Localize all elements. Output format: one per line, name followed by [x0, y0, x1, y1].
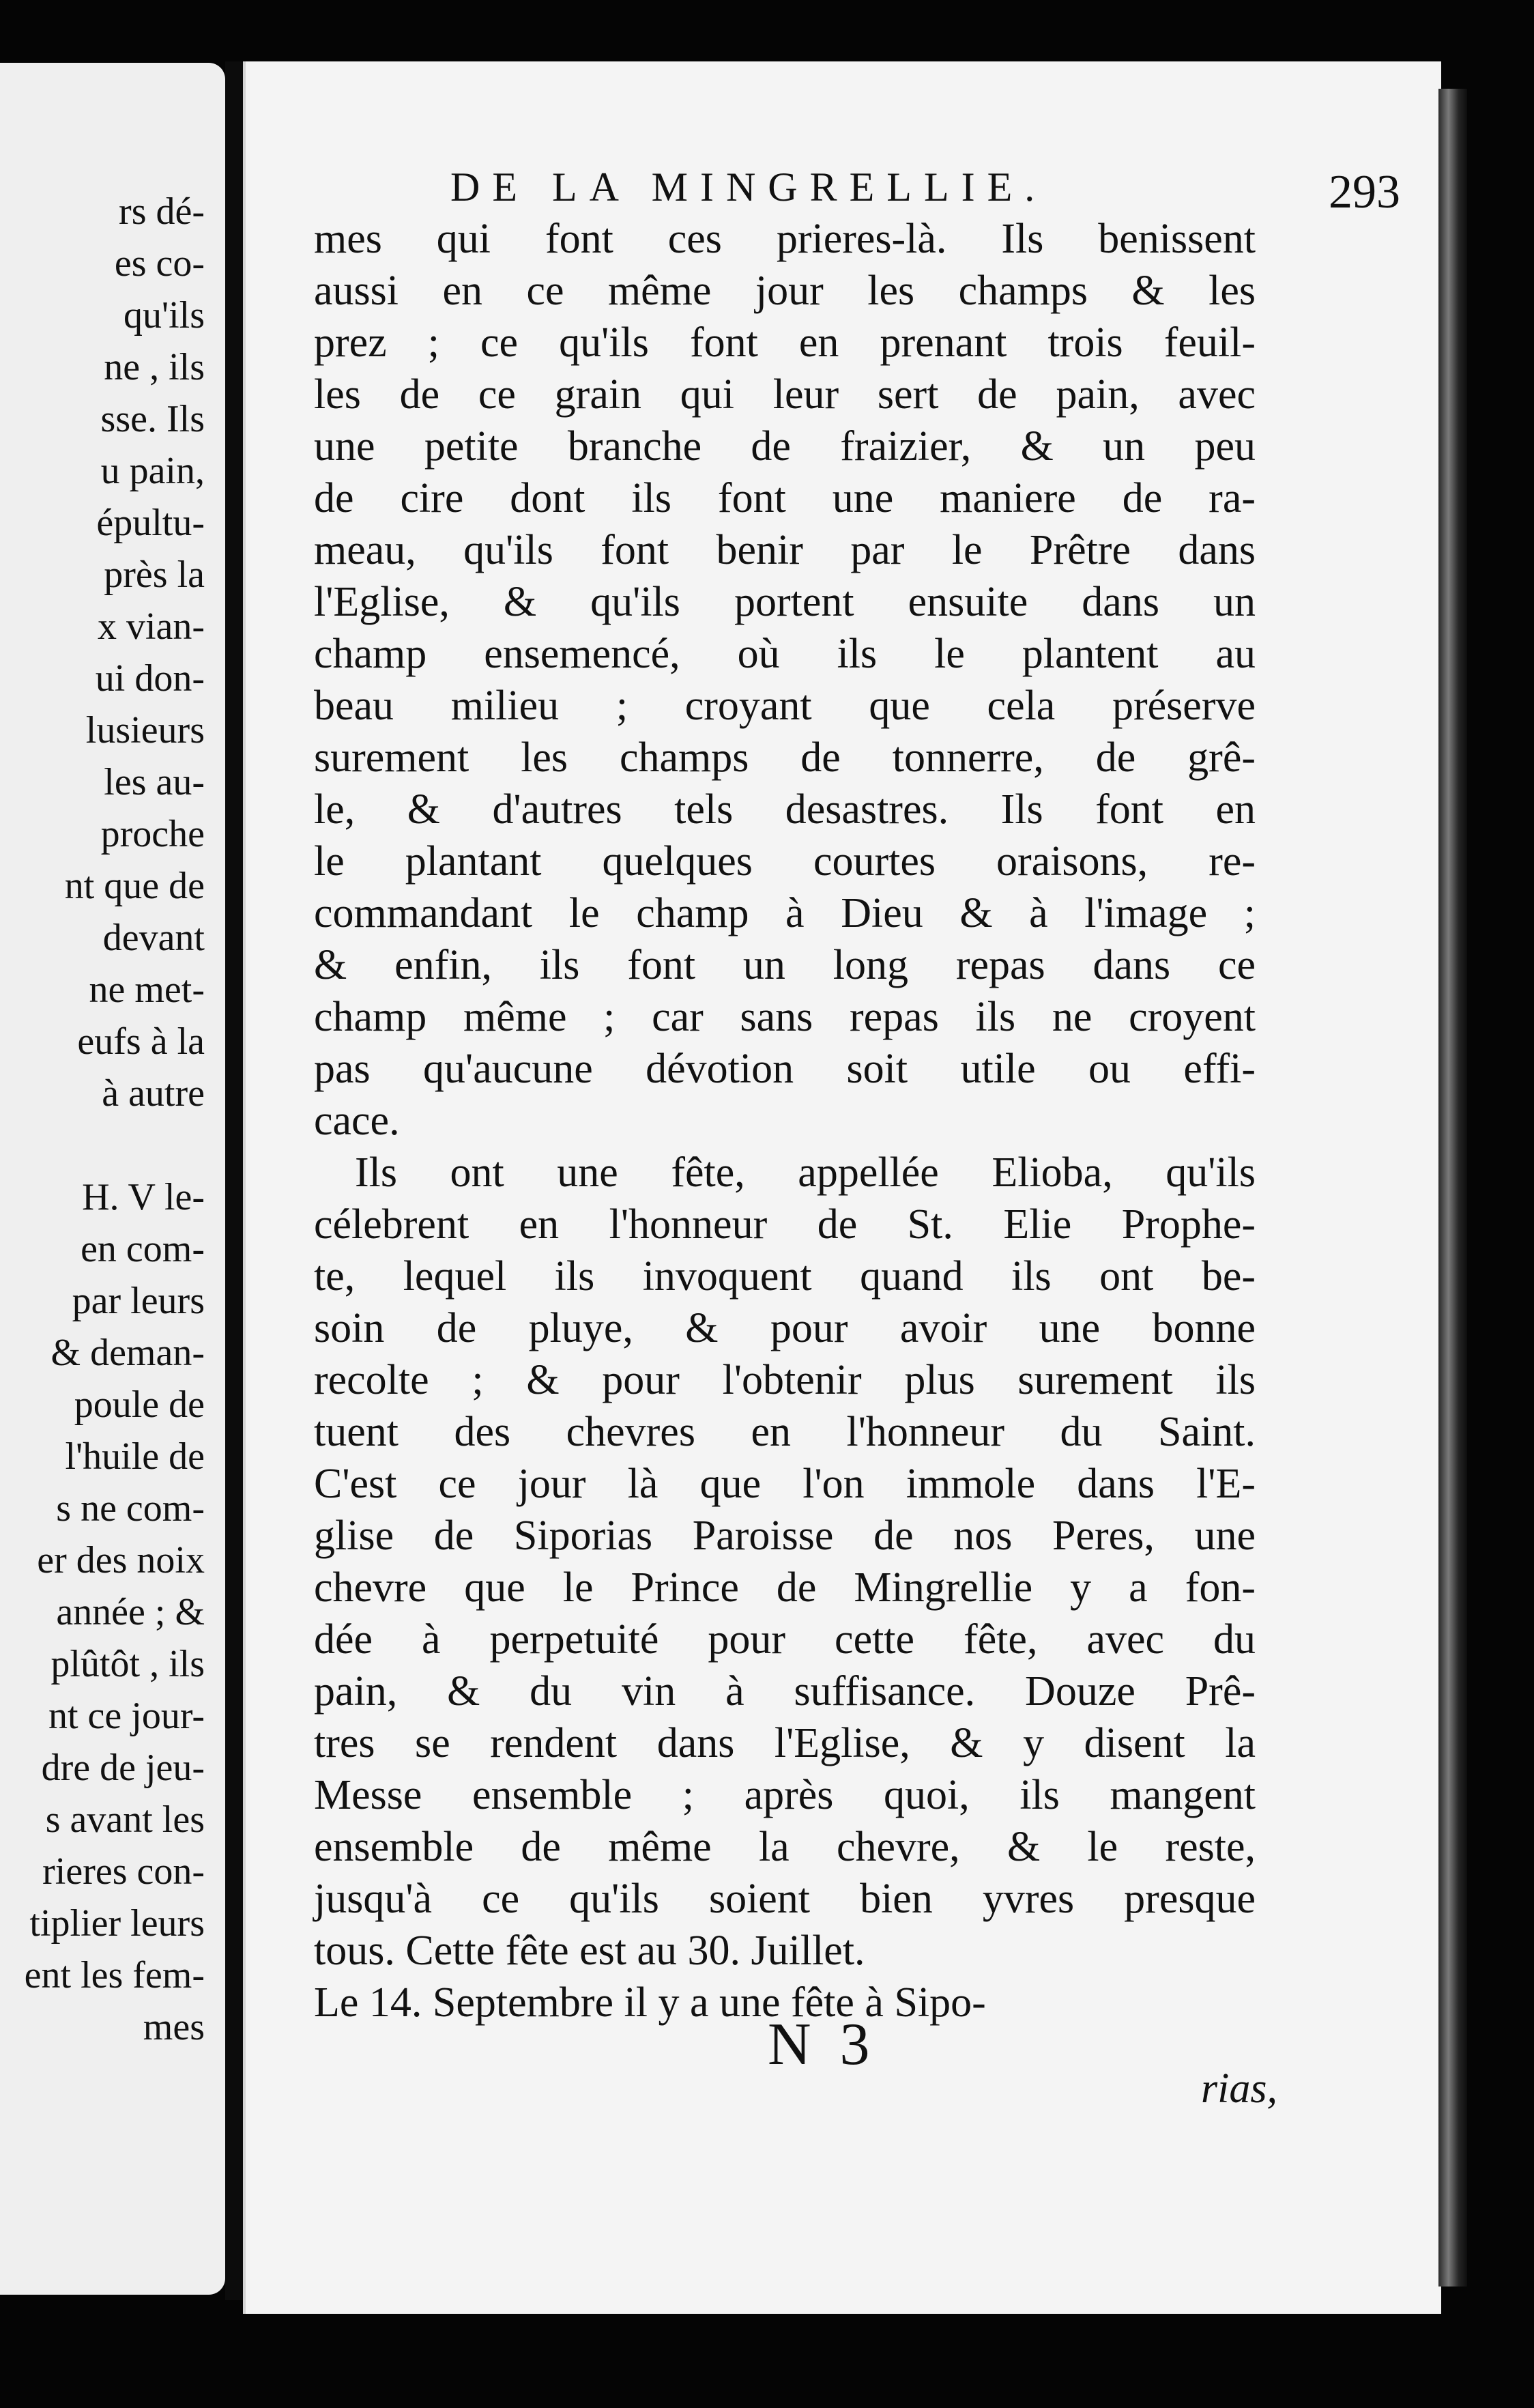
text-line: pas qu'aucune dévotion soit utile ou effi-	[314, 1046, 1256, 1092]
left-page-line: plûtôt , ils	[50, 1643, 205, 1685]
left-page-line: qu'ils	[124, 294, 205, 336]
left-page-line: année ; &	[56, 1591, 205, 1633]
text-line: commandant le champ à Dieu & à l'image ;	[314, 890, 1256, 936]
text-line: dée à perpetuité pour cette fête, avec du	[314, 1616, 1256, 1663]
left-page-line: les au-	[104, 761, 205, 803]
left-page-line: nt ce jour-	[48, 1695, 205, 1737]
text-line: champ ensemencé, où ils le plantent au	[314, 631, 1256, 677]
text-line: soin de pluye, & pour avoir une bonne	[314, 1305, 1256, 1351]
left-page-line: devant	[102, 917, 205, 959]
left-page-line: tiplier leurs	[29, 1902, 205, 1945]
left-page-line: en com-	[81, 1228, 205, 1270]
text-line: glise de Siporias Paroisse de nos Peres, une	[314, 1513, 1256, 1559]
left-page-line: x vian-	[97, 605, 205, 648]
text-line: célebrent en l'honneur de St. Elie Prophe-	[314, 1201, 1256, 1248]
left-page-line: à autre	[102, 1072, 205, 1115]
body-text	[314, 213, 1256, 2029]
left-page-line: nt que de	[64, 865, 205, 907]
page-number: 293	[1329, 166, 1400, 218]
text-line: cace.	[314, 1098, 400, 1144]
text-line: Messe ensemble ; après quoi, ils mangent	[314, 1772, 1256, 1818]
text-line: champ même ; car sans repas ils ne croyent	[314, 994, 1256, 1040]
text-line: jusqu'à ce qu'ils soient bien yvres presque	[314, 1876, 1256, 1922]
left-page-line	[0, 1119, 205, 1171]
text-line: les de ce grain qui leur sert de pain, avec	[314, 371, 1256, 418]
text-line: surement les champs de tonnerre, de grê-	[314, 734, 1256, 781]
signature-mark: N 3	[768, 2011, 877, 2078]
facing-page-left	[0, 63, 225, 2295]
text-line: & enfin, ils font un long repas dans ce	[314, 942, 1256, 988]
left-page-line: H. V le-	[82, 1176, 205, 1218]
text-line: ensemble de même la chevre, & le reste,	[314, 1824, 1256, 1870]
left-page-line: rs dé-	[119, 190, 205, 233]
text-line: recolte ; & pour l'obtenir plus surement ils	[314, 1357, 1256, 1403]
left-page-line: ui don-	[95, 657, 205, 700]
left-page-line: ne met-	[89, 969, 205, 1011]
running-head: DE LA MINGRELLIE.	[450, 164, 1047, 210]
left-page-line: par leurs	[72, 1280, 205, 1322]
left-page-line: ne , ils	[104, 346, 205, 388]
book-gutter	[225, 61, 244, 2300]
left-page-line: es co-	[114, 242, 205, 285]
text-line: tous. Cette fête est au 30. Juillet.	[314, 1927, 865, 1974]
text-line: tuent des chevres en l'honneur du Saint.	[314, 1409, 1256, 1455]
left-page-line: sse. Ils	[100, 398, 205, 440]
text-line: meau, qu'ils font benir par le Prêtre dans	[314, 527, 1256, 573]
text-line: pain, & du vin à suffisance. Douze Prê-	[314, 1668, 1256, 1715]
text-line: le plantant quelques courtes oraisons, re-	[314, 838, 1256, 885]
text-line: aussi en ce même jour les champs & les	[314, 268, 1256, 314]
left-page-line: er des noix	[37, 1539, 205, 1581]
text-line: Le 14. Septembre il y a une fête à Sipo-	[314, 1979, 986, 2026]
left-page-line: eufs à la	[77, 1020, 205, 1063]
text-line: une petite branche de fraizier, & un peu	[314, 423, 1256, 470]
left-page-line: s ne com-	[56, 1487, 205, 1530]
left-page-line: poule de	[74, 1384, 205, 1426]
text-line: beau milieu ; croyant que cela préserve	[314, 683, 1256, 729]
left-page-line: ent les fem-	[24, 1954, 205, 1996]
left-page-line: dre de jeu-	[41, 1747, 205, 1789]
left-page-line: u pain,	[100, 450, 205, 492]
page-293	[243, 61, 1441, 2314]
text-line: C'est ce jour là que l'on immole dans l'E-	[314, 1461, 1256, 1507]
left-page-line: s avant les	[45, 1798, 205, 1841]
text-line: mes qui font ces prieres-là. Ils benissent	[314, 216, 1256, 262]
left-page-line: lusieurs	[85, 709, 205, 751]
left-page-line: l'huile de	[65, 1435, 205, 1478]
page-edges	[1438, 89, 1467, 2287]
text-line: l'Eglise, & qu'ils portent ensuite dans un	[314, 579, 1256, 625]
left-page-line: & deman-	[50, 1332, 205, 1374]
left-page-line: rieres con-	[42, 1850, 205, 1893]
left-page-line: proche	[100, 813, 205, 855]
text-line: de cire dont ils font une maniere de ra-	[314, 475, 1256, 521]
left-page-line: près la	[104, 554, 205, 596]
text-line: chevre que le Prince de Mingrellie y a fon-	[314, 1564, 1256, 1611]
text-line: le, & d'autres tels desastres. Ils font en	[314, 786, 1256, 833]
left-page-line: épultu-	[96, 502, 205, 544]
catchword: rias,	[1201, 2065, 1277, 2112]
left-page-line: mes	[143, 2006, 205, 2048]
text-line: te, lequel ils invoquent quand ils ont be-	[314, 1253, 1256, 1300]
text-line: Ils ont une fête, appellée Elioba, qu'ils	[355, 1149, 1256, 1196]
text-line: tres se rendent dans l'Eglise, & y disent la	[314, 1720, 1256, 1766]
left-page-text	[0, 186, 205, 2053]
text-line: prez ; ce qu'ils font en prenant trois feuil-	[314, 319, 1256, 366]
